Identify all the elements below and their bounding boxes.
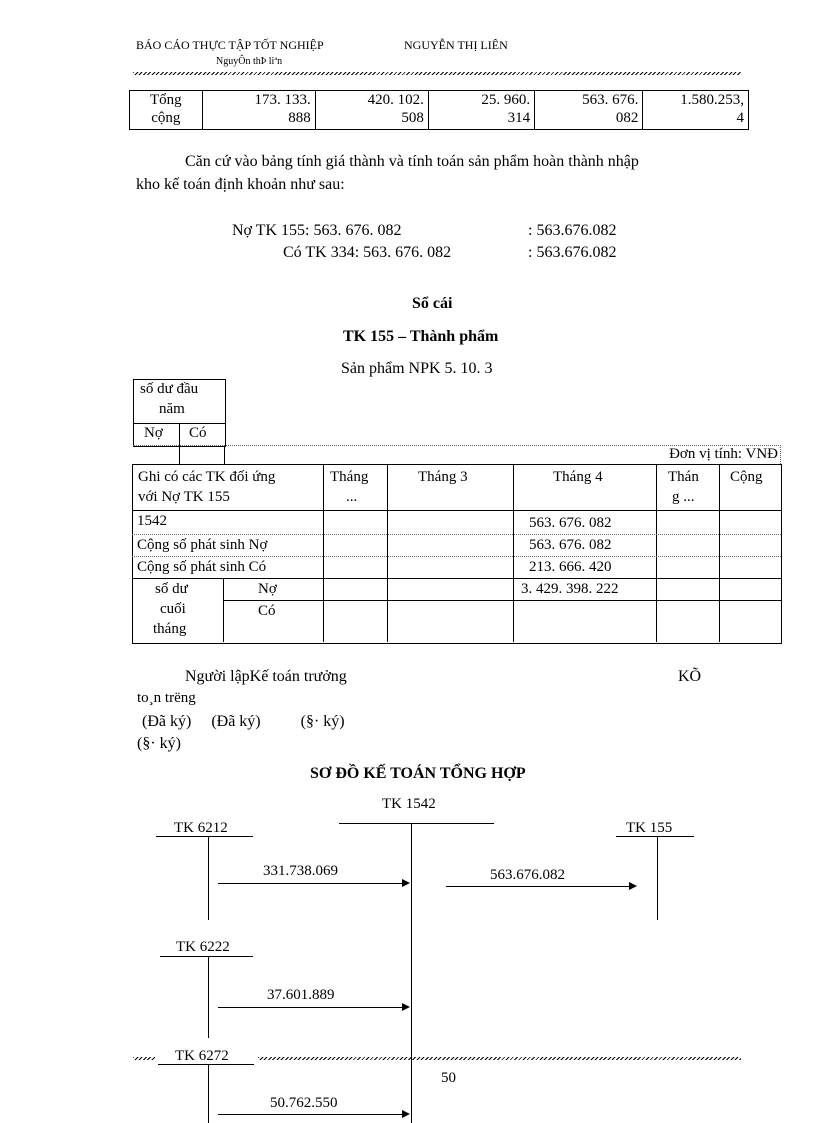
amount-6212: 331.738.069 [263,863,338,879]
closing-co: Có [258,603,276,619]
tk-155-label: TK 155 [626,820,673,836]
ledger-subtitle: TK 155 – Thành phẩm [343,328,499,345]
signature-status-2: (§· ký) [137,735,181,752]
unit-label: Đơn vị tính: VNĐ [669,446,778,462]
tk-6272-label: TK 6272 [175,1048,229,1064]
signature-roles: Người lậpKế toán trưởng [185,668,347,685]
author-garbled: NguyÔn thÞ liªn [216,56,283,67]
paragraph-line-1: Căn cứ vào bảng tính giá thành và tính toán sản phẩm hoàn thành nhập [185,153,639,170]
col-head-total: Cộng [730,469,763,485]
tk-1542-label: TK 1542 [382,796,436,812]
tk-6212-label: TK 6212 [174,820,228,836]
col-head-month-4: Tháng 4 [553,469,603,485]
row-credit-value: 213. 666. 420 [529,559,612,575]
tk-6222-label: TK 6222 [176,939,230,955]
author-name: NGUYỄN THỊ LIÊN [404,38,508,52]
col-head-account-2: với Nợ TK 155 [138,489,230,505]
footer-divider-right [258,1057,741,1060]
diagram-title: SƠ ĐỒ KẾ TOÁN TỔNG HỢP [310,765,526,782]
row-debit-value: 563. 676. 082 [529,537,612,553]
opening-co: Có [189,425,207,441]
summary-table [129,90,749,130]
signature-role-garbled-2: to¸n trëng [137,690,196,706]
total-label: Tổng cộng [130,91,203,130]
closing-no: Nợ [258,581,277,597]
debit-value: : 563.676.082 [528,222,617,239]
arrow-6272-to-1542 [218,1114,408,1115]
debit-entry: Nợ TK 155: 563. 676. 082 [232,222,402,239]
signature-status: (Đã ký) (Đã ký) (§· ký) [142,713,345,730]
total-cell: 173. 133. 888 [202,91,315,130]
closing-label: số dư [155,581,188,597]
arrow-6212-to-1542 [218,883,408,884]
col-head-account: Ghi có các TK đối ứng [138,469,276,485]
amount-6272: 50.762.550 [270,1095,338,1111]
row-debit-label: Cộng số phát sinh Nợ [137,537,268,553]
footer-divider-left [133,1057,155,1060]
row-credit-label: Cộng số phát sinh Có [137,559,267,575]
total-cell: 420. 102. 508 [315,91,428,130]
ledger-title: Sổ cái [412,295,453,312]
signature-role-garbled: KÕ [678,668,702,685]
arrow-6222-to-1542 [218,1007,408,1008]
opening-no: Nợ [144,425,163,441]
row-1542-value: 563. 676. 082 [529,515,612,531]
closing-no-value: 3. 429. 398. 222 [521,581,619,597]
page-number: 50 [441,1070,456,1086]
opening-balance-label-2: năm [159,401,185,417]
total-cell: 563. 676. 082 [535,91,643,130]
amount-6222: 37.601.889 [267,987,335,1003]
report-title: BÁO CÁO THỰC TẬP TỐT NGHIỆP [136,38,324,52]
arrow-1542-to-155 [446,886,635,887]
col-head-month-dots: Tháng [330,469,369,485]
col-head-month-g: Thán [668,469,699,485]
total-cell: 25. 960. 314 [428,91,534,130]
row-1542-label: 1542 [137,513,167,529]
col-head-month-3: Tháng 3 [418,469,468,485]
header-divider [133,72,741,75]
credit-value: : 563.676.082 [528,244,617,261]
opening-balance-label: số dư đầu [140,381,199,397]
ledger-product: Sản phẩm NPK 5. 10. 3 [341,360,493,377]
credit-entry: Có TK 334: 563. 676. 082 [283,244,452,261]
amount-155: 563.676.082 [490,867,565,883]
total-cell: 1.580.253, 4 [643,91,749,130]
table-row [130,91,749,130]
paragraph-line-2: kho kế toán định khoản như sau: [136,176,345,193]
